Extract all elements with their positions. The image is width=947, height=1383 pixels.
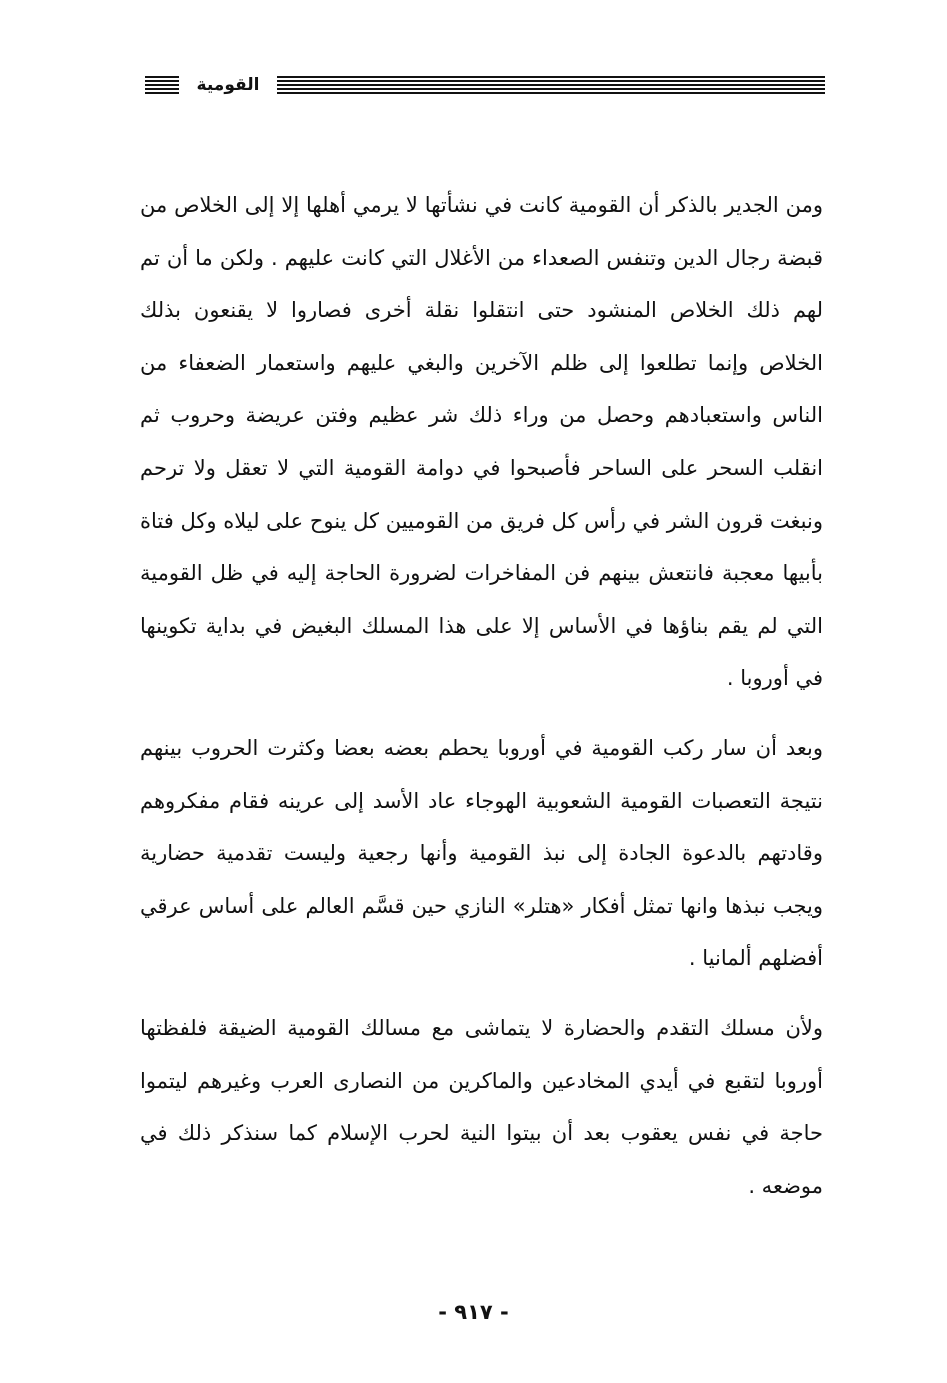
header-title: القومية: [196, 75, 260, 95]
header-rule-right: [277, 76, 825, 96]
page-number: - ٩١٧ -: [438, 1300, 509, 1324]
paragraph-1: ومن الجدير بالذكر أن القومية كانت في نشأتها لا يرمي أهلها إلا إلى الخلاص من قبضة رجال الدين وتنفس الصعداء من الأغلال التي كانت عليهم . ولكن ما أن تم لهم ذلك الخلاص المنشود حتى انتقلوا نقلة أخرى فصاروا لا يقنعون بذلك الخلاص وإنما تطلعوا إلى ظلم الآخرين والبغي عليهم واستعمار الضعفاء من الناس واستعبادهم وحصل من وراء ذلك شر عظيم وفتن عريضة وحروب ثم انقلب السحر على الساحر فأصبحوا في دوامة القومية التي لا تعقل ولا ترحم ونبغت قرون الشر في رأس كل فريق من القوميين كل ينوح على ليلاه وكل فتاة بأبيها معجبة فانتعش بينهم فن المفاخرات لضرورة الحاجة إليه في ظل القومية التي لم يقم بناؤها في الأساس إلا على هذا المسلك البغيض في بداية تكوينها في أوروبا .: [140, 193, 823, 691]
running-header: [145, 74, 825, 96]
header-rule-left: [145, 76, 179, 96]
page-body: [140, 179, 823, 1212]
paragraph-3: ولأن مسلك التقدم والحضارة لا يتماشى مع مسالك القومية الضيقة فلفظتها أوروبا لتقبع في أيدي المخادعين والماكرين من النصارى العرب وغيرهم ليتموا حاجة في نفس يعقوب بعد أن بيتوا النية لحرب الإسلام كما سنذكر ذلك في موضعه .: [140, 1015, 823, 1198]
paragraph-2: وبعد أن سار ركب القومية في أوروبا يحطم بعضه بعضا وكثرت الحروب بينهم نتيجة التعصبات القومية الشعوبية الهوجاء عاد الأسد إلى عرينه فقام مفكروهم وقادتهم بالدعوة الجادة إلى نبذ القومية وأنها رجعية وليست تقدمية حضارية ويجب نبذها وانها تمثل أفكار «هتلر» النازي حين قسَّم العالم على أساس عرقي أفضلهم ألمانيا .: [140, 735, 823, 971]
